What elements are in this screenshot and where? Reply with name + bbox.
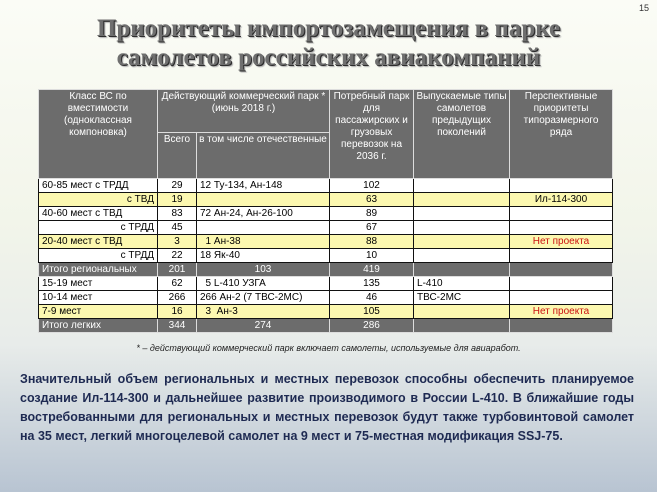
cell-prospective [510,277,613,291]
cell-produced [414,305,510,319]
cell-domestic: 3 Ан-3 [197,305,330,319]
cell-domestic [197,221,330,235]
cell-produced: ТВС-2МС [414,291,510,305]
header-fleet: Действующий коммерческий парк * (июнь 2018 г.) [158,90,330,133]
header-produced: Выпускаемые типы самолетов предыдущих поколений [414,90,510,179]
cell-prospective [510,249,613,263]
cell-need: 102 [330,179,414,193]
cell-total: 16 [158,305,197,319]
cell-prospective [510,319,613,333]
cell-need: 46 [330,291,414,305]
table-row [39,305,613,319]
cell-produced [414,221,510,235]
cell-prospective [510,179,613,193]
table-row [39,179,613,193]
cell-class: с ТВД [39,193,158,207]
cell-produced [414,319,510,333]
cell-total: 19 [158,193,197,207]
cell-class: с ТРДД [39,249,158,263]
cell-total: 22 [158,249,197,263]
cell-total: 62 [158,277,197,291]
cell-need: 10 [330,249,414,263]
cell-need: 67 [330,221,414,235]
cell-prospective: Нет проекта [510,305,613,319]
cell-produced [414,263,510,277]
title-line-1: Приоритеты импортозамещения в парке [96,15,561,42]
cell-class: 20-40 мест с ТВД [39,235,158,249]
cell-produced: L-410 [414,277,510,291]
table-row [39,193,613,207]
cell-total: 201 [158,263,197,277]
table-row [39,207,613,221]
cell-need: 135 [330,277,414,291]
cell-produced [414,249,510,263]
cell-class: 10-14 мест [39,291,158,305]
cell-class: с ТРДД [39,221,158,235]
cell-domestic: 266 Ан-2 (7 ТВС-2МС) [197,291,330,305]
cell-need: 63 [330,193,414,207]
table-row [39,235,613,249]
fleet-table-body [39,179,613,333]
cell-total: 266 [158,291,197,305]
summary-paragraph: Значительный объем региональных и местных перевозок способны обеспечить планируемое создание Ил-114-300 и дальнейшее развитие производимого в России L-410. В ближайшие годы востребованными для региональных и местных перевозок будут также турбовинтовой самолет на 35 мест, легкий многоцелевой самолет на 9 мест и 75-местная модификация SSJ-75. [20,372,634,443]
header-domestic: в том числе отечественные [197,133,330,179]
cell-produced [414,193,510,207]
cell-produced [414,207,510,221]
cell-domestic: 274 [197,319,330,333]
cell-need: 286 [330,319,414,333]
title-line-2: самолетов российских авиакомпаний [116,44,541,71]
cell-prospective [510,221,613,235]
slide-title [0,14,657,72]
table-row [39,263,613,277]
cell-class: 7-9 мест [39,305,158,319]
cell-need: 419 [330,263,414,277]
cell-prospective [510,207,613,221]
cell-produced [414,179,510,193]
cell-domestic: 72 Ан-24, Ан-26-100 [197,207,330,221]
cell-total: 83 [158,207,197,221]
cell-prospective: Ил-114-300 [510,193,613,207]
cell-domestic: 103 [197,263,330,277]
table-row [39,221,613,235]
footnote: * – действующий коммерческий парк включает самолеты, используемые для авиаработ. [136,343,521,353]
header-prospective: Перспективные приоритеты типоразмерного ряда [510,90,613,179]
cell-prospective [510,263,613,277]
cell-domestic: 18 Як-40 [197,249,330,263]
cell-prospective: Нет проекта [510,235,613,249]
cell-prospective [510,291,613,305]
cell-domestic: 12 Ту-134, Ан-148 [197,179,330,193]
cell-class: 40-60 мест с ТВД [39,207,158,221]
header-class: Класс ВС по вместимости (одноклассная компоновка) [39,90,158,179]
cell-total: 3 [158,235,197,249]
cell-need: 89 [330,207,414,221]
slide-number: 15 [638,3,649,13]
fleet-table [38,89,613,333]
cell-class: Итого легких [39,319,158,333]
cell-total: 344 [158,319,197,333]
cell-class: 15-19 мест [39,277,158,291]
cell-domestic: 1 Ан-38 [197,235,330,249]
cell-domestic [197,193,330,207]
cell-produced [414,235,510,249]
cell-class: 60-85 мест с ТРДД [39,179,158,193]
table-row [39,277,613,291]
cell-need: 88 [330,235,414,249]
cell-total: 45 [158,221,197,235]
cell-class: Итого региональных [39,263,158,277]
header-total: Всего [158,133,197,179]
cell-domestic: 5 L-410 УЗГА [197,277,330,291]
header-need: Потребный парк для пассажирских и грузовых перевозок на 2036 г. [330,90,414,179]
cell-total: 29 [158,179,197,193]
cell-need: 105 [330,305,414,319]
table-row [39,291,613,305]
table-row [39,249,613,263]
table-row [39,319,613,333]
